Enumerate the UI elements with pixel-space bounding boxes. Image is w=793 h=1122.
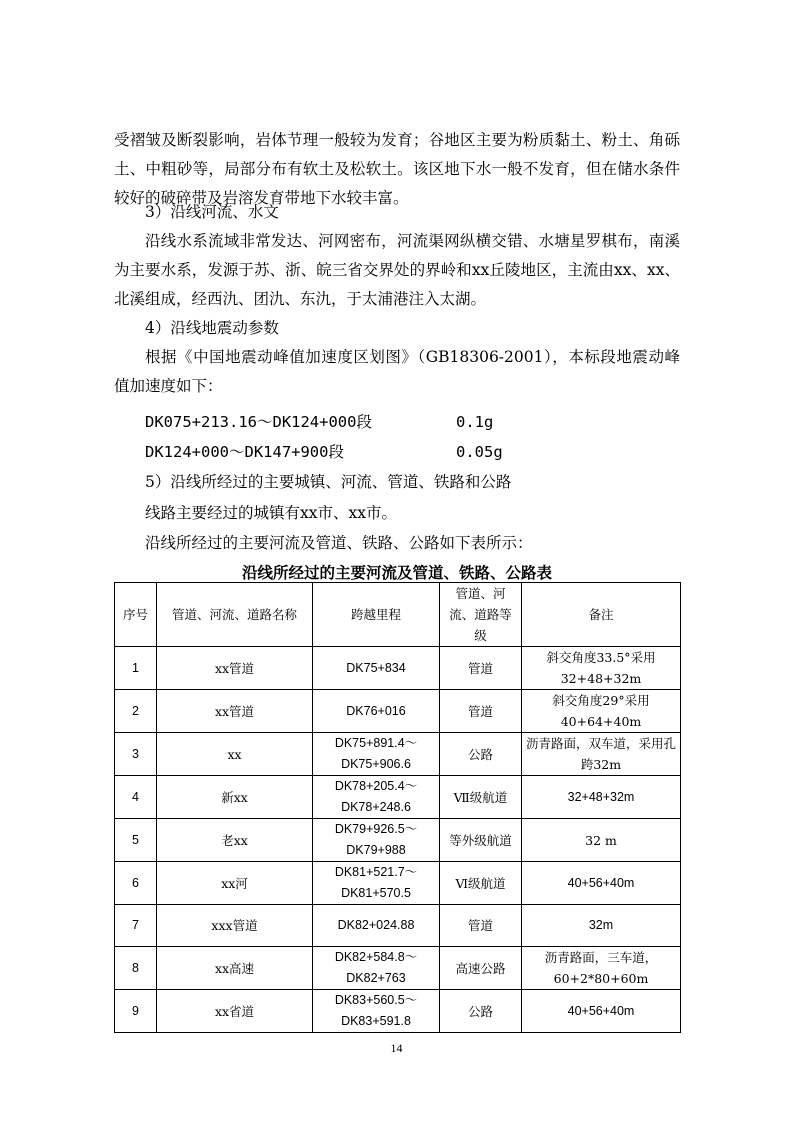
cell-note: 32m (522, 905, 681, 947)
cell-mileage: DK81+521.7～DK81+570.5 (313, 862, 440, 905)
cell-grade: 管道 (440, 690, 522, 733)
cell-mileage: DK83+560.5～DK83+591.8 (313, 990, 440, 1033)
cell-name: 老xx (157, 819, 313, 862)
cell-grade: Ⅶ级航道 (440, 776, 522, 819)
cell-no: 8 (115, 947, 157, 990)
table-row (115, 733, 681, 776)
table-row (115, 819, 681, 862)
cell-grade: 公路 (440, 733, 522, 776)
cell-name: xx管道 (157, 647, 313, 690)
header-mileage: 跨越里程 (313, 583, 440, 647)
section-heading-crossings: 5）沿线所经过的主要城镇、河流、管道、铁路和公路 (145, 473, 512, 491)
cell-mileage: DK79+926.5～DK79+988 (313, 819, 440, 862)
cell-grade: Ⅵ级航道 (440, 862, 522, 905)
table-row (115, 990, 681, 1033)
table-title: 沿线所经过的主要河流及管道、铁路、公路表 (241, 563, 552, 582)
cell-name: xx (157, 733, 313, 776)
table-row (115, 776, 681, 819)
cell-no: 9 (115, 990, 157, 1033)
seismic-range-1: DK075+213.16～DK124+000段 (145, 413, 372, 431)
cell-note: 40+56+40m (522, 862, 681, 905)
header-name: 管道、河流、道路名称 (157, 583, 313, 647)
cell-grade: 管道 (440, 647, 522, 690)
cell-no: 2 (115, 690, 157, 733)
cell-name: xx高速 (157, 947, 313, 990)
table-row (115, 647, 681, 690)
cell-name: xx省道 (157, 990, 313, 1033)
header-no: 序号 (115, 583, 157, 647)
cell-no: 5 (115, 819, 157, 862)
seismic-paragraph: 根据《中国地震动峰值加速度区划图》（GB18306-2001），本标段地震动峰值加速度如下： (114, 348, 680, 395)
cell-no: 1 (115, 647, 157, 690)
cell-mileage: DK75+834 (313, 647, 440, 690)
cell-no: 6 (115, 862, 157, 905)
crossings-table (114, 582, 681, 1033)
cell-name: xx管道 (157, 690, 313, 733)
section-heading-hydrology: 3）沿线河流、水文 (145, 203, 279, 221)
cell-mileage: DK82+024.88 (313, 905, 440, 947)
cell-no: 7 (115, 905, 157, 947)
table-row (115, 690, 681, 733)
table-header-row (115, 583, 681, 647)
cell-mileage: DK78+205.4～DK78+248.6 (313, 776, 440, 819)
cell-grade: 等外级航道 (440, 819, 522, 862)
table-row (115, 862, 681, 905)
cell-note: 沥青路面，双车道，采用孔跨32m (522, 733, 681, 776)
cell-grade: 管道 (440, 905, 522, 947)
cell-note: 斜交角度29°采用40+64+40m (522, 690, 681, 733)
cell-mileage: DK75+891.4～DK75+906.6 (313, 733, 440, 776)
cell-mileage: DK82+584.8～DK82+763 (313, 947, 440, 990)
cell-name: 新xx (157, 776, 313, 819)
header-note: 备注 (522, 583, 681, 647)
cell-no: 3 (115, 733, 157, 776)
seismic-value-2: 0.05g (456, 443, 503, 461)
page-number: 14 (390, 1041, 403, 1055)
header-grade: 管道、河流、道路等级 (440, 583, 522, 647)
cell-name: xxx管道 (157, 905, 313, 947)
towns-paragraph: 线路主要经过的城镇有xx市、xx市。 (145, 504, 397, 522)
cell-no: 4 (115, 776, 157, 819)
cell-note: 32 m (522, 819, 681, 862)
table-row (115, 947, 681, 990)
cell-note: 40+56+40m (522, 990, 681, 1033)
cell-mileage: DK76+016 (313, 690, 440, 733)
cell-grade: 高速公路 (440, 947, 522, 990)
cell-note: 斜交角度33.5°采用32+48+32m (522, 647, 681, 690)
table-row (115, 905, 681, 947)
seismic-range-2: DK124+000～DK147+900段 (145, 443, 344, 461)
cell-note: 沥青路面，三车道，60+2*80+60m (522, 947, 681, 990)
section-heading-seismic: 4）沿线地震动参数 (145, 319, 279, 337)
seismic-value-1: 0.1g (456, 413, 494, 431)
cell-name: xx河 (157, 862, 313, 905)
hydrology-paragraph: 沿线水系流域非常发达、河网密布，河流渠网纵横交错、水塘星罗棋布，南溪为主要水系，发源于苏、浙、皖三省交界处的界岭和xx丘陵地区，主流由xx、xx、北溪组成，经西氿、团氿、东氿，于太浦港注入太湖。 (114, 232, 680, 308)
geology-paragraph: 受褶皱及断裂影响，岩体节理一般较为发育；谷地区主要为粉质黏土、粉土、角砾土、中粗砂等，局部分布有软土及松软土。该区地下水一般不发育，但在储水条件较好的破碎带及岩溶发育带地下水较丰富。 (114, 131, 680, 207)
cell-note: 32+48+32m (522, 776, 681, 819)
cell-grade: 公路 (440, 990, 522, 1033)
table-intro: 沿线所经过的主要河流及管道、铁路、公路如下表所示： (145, 534, 533, 552)
